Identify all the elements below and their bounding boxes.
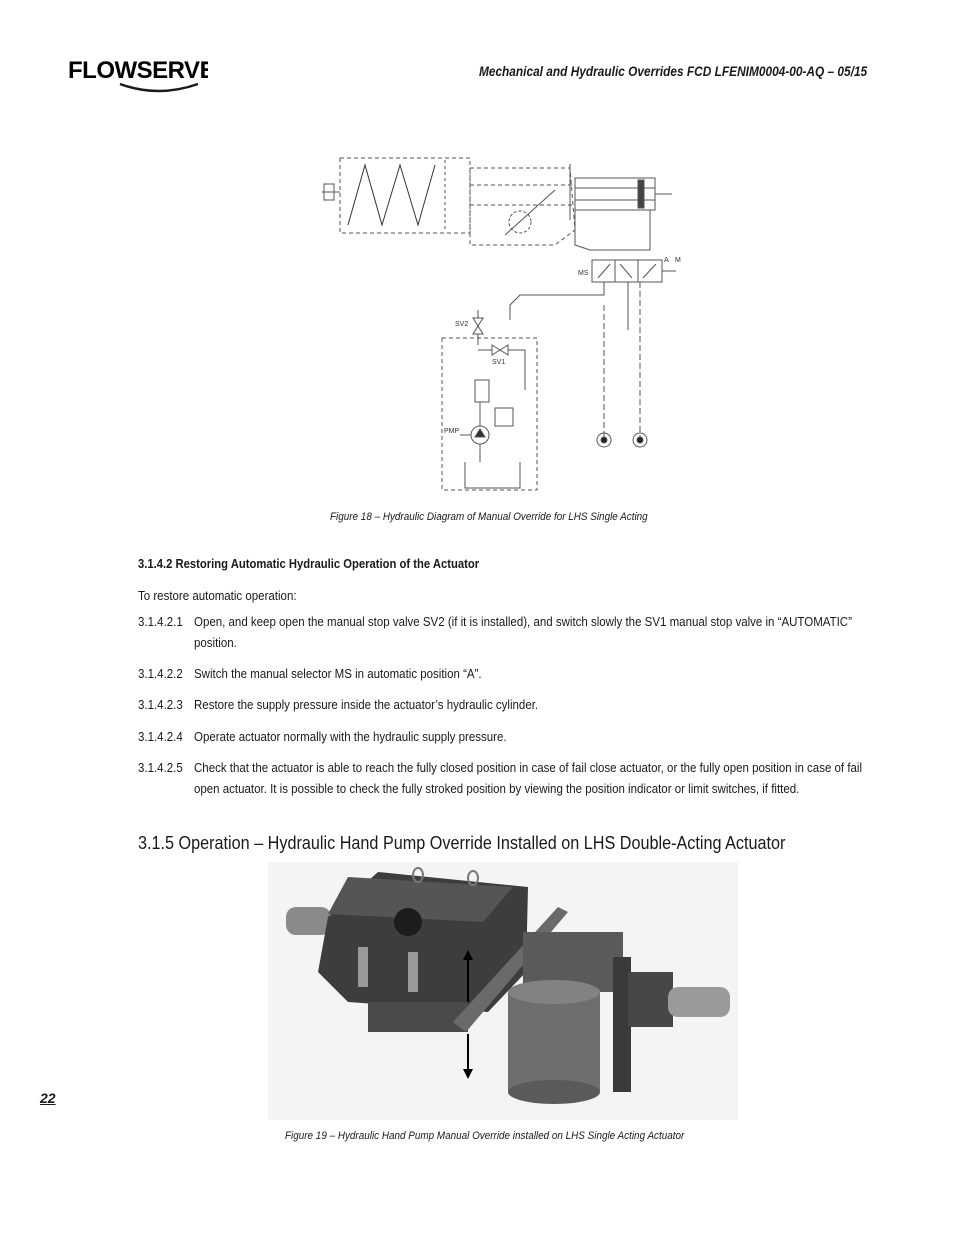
- step-text: Open, and keep open the manual stop valve SV2 (if it is installed), and switch slowly the SV1 manual stop valve in “AUTOMATIC” position.: [194, 615, 852, 650]
- figure-18-caption: Figure 18 – Hydraulic Diagram of Manual Override for LHS Single Acting: [330, 511, 648, 523]
- hydraulic-diagram: [320, 150, 690, 500]
- step-text: Restore the supply pressure inside the actuator’s hydraulic cylinder.: [194, 698, 539, 712]
- actuator-photo: [268, 862, 738, 1120]
- label-m: M: [675, 257, 681, 264]
- intro-text: To restore automatic operation:: [138, 589, 297, 603]
- step-item: [138, 695, 868, 716]
- document-title: Mechanical and Hydraulic Overrides FCD LFENIM0004-00-AQ – 05/15: [478, 64, 867, 79]
- step-text: Operate actuator normally with the hydraulic supply pressure.: [194, 730, 507, 744]
- section-heading: 3.1.4.2 Restoring Automatic Hydraulic Operation of the Actuator: [138, 557, 480, 571]
- page-number: 22: [40, 1090, 56, 1106]
- step-item: [138, 612, 868, 654]
- step-number: 3.1.4.2.4: [138, 730, 183, 744]
- step-text: Check that the actuator is able to reach the fully closed position in case of fail close actuator, or the fully open position in case of fail open actuator. It is possible to check the fully stroked position by viewing the position indicator or limit switches, if fitted.: [194, 761, 863, 796]
- step-number: 3.1.4.2.2: [138, 667, 183, 681]
- step-number: 3.1.4.2.3: [138, 698, 183, 712]
- label-ms: MS: [578, 270, 589, 277]
- step-item: [138, 664, 868, 685]
- step-text: Switch the manual selector MS in automatic position “A”.: [194, 667, 482, 681]
- label-a: A: [664, 257, 669, 264]
- label-sv2: SV2: [455, 321, 469, 328]
- label-pmp: PMP: [444, 428, 460, 435]
- section-3-1-5-heading: 3.1.5 Operation – Hydraulic Hand Pump Override Installed on LHS Double-Acting Actuator: [138, 833, 786, 853]
- step-item: [138, 758, 868, 800]
- logo-text: FLOWSERVE: [68, 57, 208, 84]
- flowserve-logo: [68, 56, 208, 96]
- figure-19-caption: Figure 19 – Hydraulic Hand Pump Manual Override installed on LHS Single Acting Actuator: [285, 1130, 685, 1142]
- label-sv1: SV1: [492, 359, 506, 366]
- step-number: 3.1.4.2.5: [138, 761, 183, 775]
- step-number: 3.1.4.2.1: [138, 615, 183, 629]
- step-item: [138, 727, 868, 748]
